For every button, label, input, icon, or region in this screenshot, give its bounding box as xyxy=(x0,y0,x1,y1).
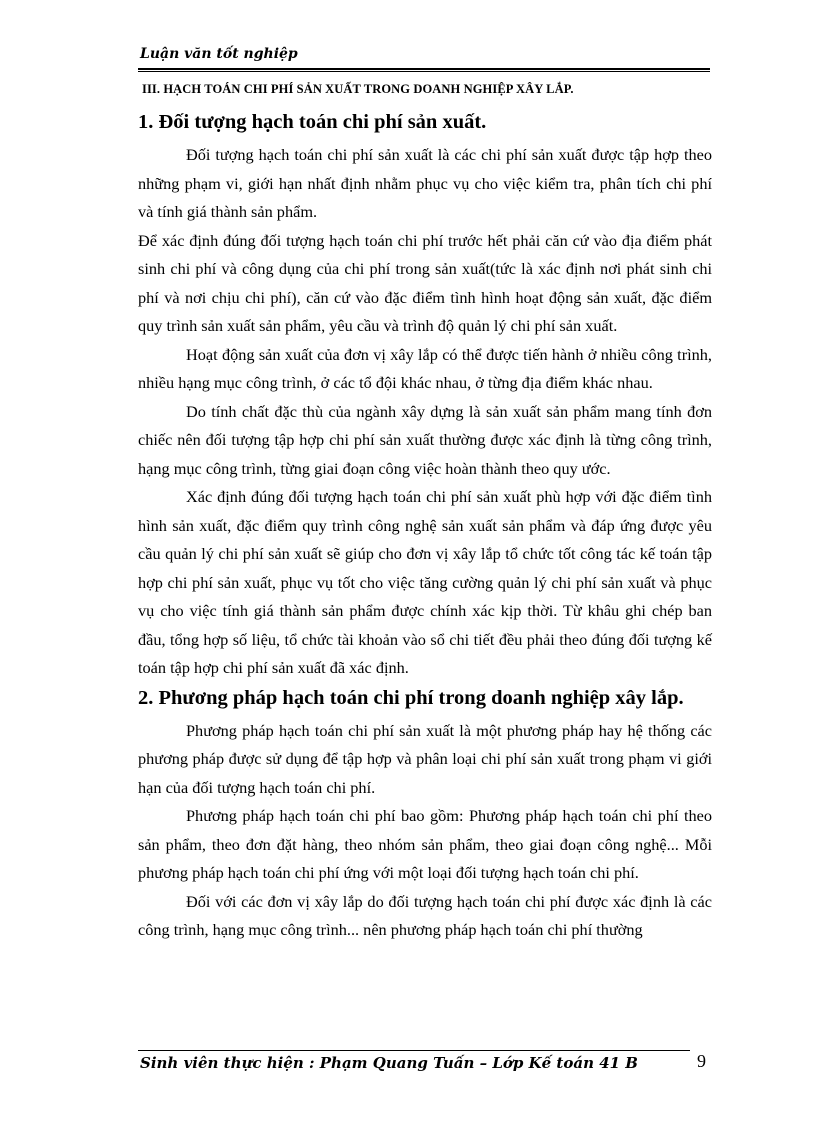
paragraph: Đối với các đơn vị xây lắp do đối tượng hạch toán chi phí được xác định là các công trình, hạng mục công trình... nên phương pháp hạch toán chi phí thường xyxy=(138,891,712,939)
subsection-heading-1: 1. Đối tượng hạch toán chi phí sản xuất. xyxy=(138,111,487,133)
footer-rule xyxy=(138,1050,690,1051)
header-rule xyxy=(138,68,710,70)
paragraph: Phương pháp hạch toán chi phí bao gồm: Phương pháp hạch toán chi phí theo sản phẩm, theo đơn đặt hàng, theo nhóm sản phẩm, theo giai đoạn công nghệ... Mỗi phương pháp hạch toán chi phí ứng với một loại đối tượng hạch toán chi phí. xyxy=(138,806,712,882)
running-header: Luận văn tốt nghiệp xyxy=(140,46,298,62)
paragraph: Phương pháp hạch toán chi phí sản xuất là một phương pháp hay hệ thống các phương pháp được sử dụng để tập hợp và phân loại chi phí sản xuất trong phạm vi giới hạn của đối tượng hạch toán chi phí. xyxy=(138,720,712,797)
subsection-heading-2: 2. Phương pháp hạch toán chi phí trong doanh nghiệp xây lắp. xyxy=(138,686,684,709)
section-heading: III. HẠCH TOÁN CHI PHÍ SẢN XUẤT TRONG DOANH NGHIỆP XÂY LẮP. xyxy=(142,82,574,96)
paragraph: Để xác định đúng đối tượng hạch toán chi phí trước hết phải căn cứ vào địa điểm phát sinh chi phí và công dụng của chi phí trong sản xuất(tức là xác định nơi phát sinh chi phí và nơi chịu chi phí), căn cứ vào đặc điểm tình hình hoạt động sản xuất, đặc điểm quy trình sản xuất sản phẩm, yêu cầu và trình độ quản lý chi phí sản xuất. xyxy=(138,230,712,335)
paragraph: Do tính chất đặc thù của ngành xây dựng là sản xuất sản phẩm mang tính đơn chiếc nên đối tượng tập hợp chi phí sản xuất thường được xác định là từng công trình, hạng mục công trình, từng giai đoạn công việc hoàn thành theo quy ước. xyxy=(138,401,712,478)
paragraph: Hoạt động sản xuất của đơn vị xây lắp có thể được tiến hành ở nhiều công trình, nhiều hạng mục công trình, ở các tổ đội khác nhau, ở từng địa điểm khác nhau. xyxy=(138,344,712,392)
header-rule-thin xyxy=(138,71,710,72)
page-number: 9 xyxy=(697,1051,706,1071)
page-body xyxy=(138,78,712,945)
paragraph: Xác định đúng đối tượng hạch toán chi phí sản xuất phù hợp với đặc điểm tình hình sản xuất, đặc điểm quy trình công nghệ sản xuất sản phẩm và đáp ứng được yêu cầu quản lý chi phí sản xuất sẽ giúp cho đơn vị xây lắp tổ chức tốt công tác kế toán tập hợp chi phí sản xuất, phục vụ tốt cho việc tăng cường quản lý chi phí sản xuất và phục vụ cho việc tính giá thành sản phẩm được chính xác kịp thời. Từ khâu ghi chép ban đầu, tổng hợp số liệu, tổ chức tài khoản vào sổ chi tiết đều phải theo đúng đối tượng kế toán tập hợp chi phí sản xuất đã xác định. xyxy=(138,487,712,677)
running-footer: Sinh viên thực hiện : Phạm Quang Tuấn – Lớp Kế toán 41 B xyxy=(140,1054,638,1072)
paragraph: Đối tượng hạch toán chi phí sản xuất là các chi phí sản xuất được tập hợp theo những phạm vi, giới hạn nhất định nhằm phục vụ cho việc kiểm tra, phân tích chi phí và tính giá thành sản phẩm. xyxy=(138,145,712,221)
